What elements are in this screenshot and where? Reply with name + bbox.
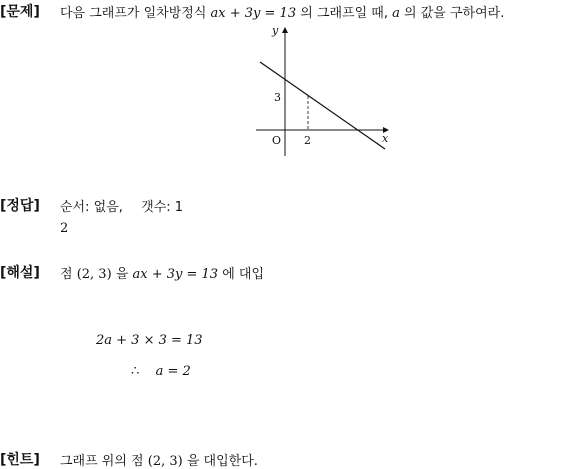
- solution-step-1: 2a + 3 × 3 = 13: [96, 333, 203, 348]
- answer-tag: [정답]: [0, 198, 40, 214]
- solution-line-middle: 을: [115, 267, 129, 282]
- hint-point: (2, 3): [147, 454, 183, 469]
- origin-label: O: [272, 134, 282, 147]
- solution-line-suffix: 에 대입: [222, 267, 265, 282]
- answer-meta: [60, 196, 183, 215]
- problem-tag: [문제]: [0, 4, 40, 20]
- y-axis-label: y: [272, 24, 279, 37]
- solution-point: (2, 3): [76, 267, 112, 282]
- hint-text: [60, 450, 258, 469]
- y-tick-label: 3: [274, 91, 281, 104]
- hint-tag: [힌트]: [0, 452, 40, 468]
- solution-step-2-equation: a = 2: [155, 364, 191, 379]
- hint-text-prefix: 그래프 위의 점: [60, 454, 144, 469]
- solution-step-2: [131, 364, 191, 379]
- hint-text-suffix: 을 대입한다.: [186, 454, 258, 469]
- problem-statement: [60, 2, 504, 21]
- line-graph: [252, 24, 392, 156]
- answer-value: 2: [60, 221, 69, 236]
- answer-count-label: 갯수: 1: [141, 200, 184, 215]
- problem-text-prefix: 다음 그래프가 일차방정식: [60, 6, 207, 21]
- problem-text-suffix: 의 값을 구하여라.: [404, 6, 505, 21]
- therefore-symbol: ∴: [131, 364, 140, 379]
- solution-tag: [해설]: [0, 265, 40, 281]
- x-axis-label: x: [382, 132, 389, 145]
- problem-text-middle: 의 그래프일 때,: [300, 6, 388, 21]
- problem-variable-a: a: [392, 6, 400, 21]
- solution-line-prefix: 점: [60, 267, 73, 282]
- answer-order-label: 순서: 없음,: [60, 200, 123, 215]
- solution-equation: ax + 3y = 13: [132, 267, 219, 282]
- solution-line: [60, 263, 264, 282]
- x-tick-label: 2: [304, 134, 311, 147]
- problem-equation: ax + 3y = 13: [210, 6, 297, 21]
